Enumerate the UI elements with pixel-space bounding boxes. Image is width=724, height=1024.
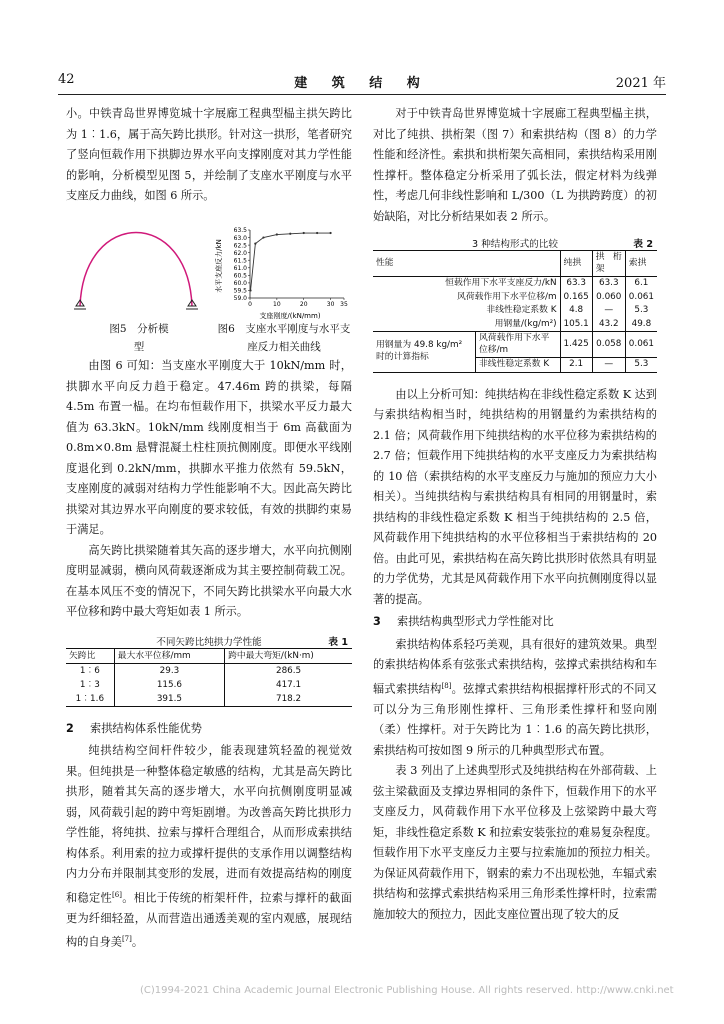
table-cell: 2.1 <box>560 358 592 373</box>
data-point <box>303 232 305 234</box>
table-cell: 0.058 <box>592 332 625 358</box>
arch-model-diagram <box>66 228 206 316</box>
table-cell: — <box>592 358 625 373</box>
right-paragraph-1: 对于中铁青岛世界博览城十字展廊工程典型榀主拱，对比了纯拱、拱桁架（图 7）和索拱结构（图 8）的力学性能和经济性。索拱和拱桁架矢高相同，索拱结构采用刚性撑杆。整体稳定分析采用了弧长法，假定材料为线弹性，考虑几何非线性影响和 L/300（L 为拱跨跨度）的初始缺陷，对比分析结果如表 2 所示。 <box>373 107 657 223</box>
section-2-heading <box>66 719 352 740</box>
data-point <box>276 233 278 235</box>
section-3-title: 索拱结构典型形式力学性能对比 <box>397 615 554 628</box>
table2-header: 性能 <box>373 251 560 277</box>
table1-header: 跨中最大弯矩/(kN·m) <box>228 650 314 661</box>
chart-x-label: 支座刚度/(kN/mm) <box>259 312 321 320</box>
watermark: (C)1994-2021 China Academic Journal Electronic Publishing House. All rights reserved. http://www.cnki.net <box>140 985 674 996</box>
x-tick-label: 20 <box>299 301 308 308</box>
citation-ref: [6] <box>112 890 122 899</box>
section-3-number: 3 <box>373 615 381 628</box>
y-tick-label: 62.0 <box>233 249 247 257</box>
table-cell: 29.3 <box>114 663 224 678</box>
left-paragraph-4 <box>66 741 352 953</box>
table-cell: 63.3 <box>560 277 592 291</box>
y-tick-label: 60.5 <box>233 272 247 280</box>
table2-title-row <box>373 235 657 250</box>
left-paragraph-2: 由图 6 可知：当支座水平刚度大于 10kN/mm 时，拱脚水平向反力趋于稳定。47.46m 跨的拱梁，每隔 4.5m 布置一榀。在均布恒载作用下，拱梁水平反力最大值为 63.3kN。10kN/mm 线刚度相当于 6m 高截面为 0.8m×0.8m 悬臂混凝土柱柱顶抗侧刚度。即便水平线刚度退化到 0.2kN/mm，拱脚水平推力依然有 59.5kN，支座刚度的减弱对结构力学性能影响不大。因此高矢跨比拱梁对其边界水平向刚度的要求较低，有效的拱脚约束易于满足。 <box>66 359 352 536</box>
table-row <box>373 332 657 358</box>
right-column <box>373 104 657 925</box>
table-cell: 1.425 <box>560 332 592 358</box>
table-cell: 0.060 <box>592 291 625 305</box>
table-cell: 1︰1.6 <box>66 692 114 707</box>
arch-curve <box>80 233 192 307</box>
table-cell: — <box>592 304 625 318</box>
table-cell: 43.2 <box>592 318 625 332</box>
citation-ref: [7] <box>121 935 132 944</box>
table-row <box>66 678 352 692</box>
section-2-title: 索拱结构体系性能优势 <box>90 721 202 735</box>
table2-header: 索拱 <box>628 257 647 268</box>
x-tick-label: 0 <box>248 301 252 308</box>
figure-6 <box>212 224 352 320</box>
table-cell: 6.1 <box>634 278 649 288</box>
y-tick-label: 63.5 <box>233 227 247 235</box>
table-cell: 5.3 <box>634 359 649 369</box>
table-cell: 105.1 <box>560 318 592 332</box>
table-cell: 49.8 <box>631 318 652 329</box>
table-row <box>373 291 657 305</box>
data-point <box>249 289 251 291</box>
table1-label: 表 1 <box>328 636 348 648</box>
right-paragraph-3 <box>373 635 657 762</box>
table-cell: 恒载作用下水平支座反力/kN <box>373 277 560 291</box>
table-cell: 1︰6 <box>66 663 114 678</box>
x-tick-label: 30 <box>326 301 335 308</box>
y-tick-label: 60.0 <box>233 280 247 288</box>
journal-year: 2021 年 <box>615 76 666 91</box>
table-cell: 0.165 <box>560 291 592 305</box>
table1-header: 最大水平位移/mm <box>114 648 224 663</box>
table1-title: 不同矢跨比纯拱力学性能 <box>156 636 262 648</box>
table-cell: 391.5 <box>114 692 224 707</box>
table-cell: 非线性稳定系数 K <box>476 358 561 373</box>
running-header <box>58 72 666 92</box>
fig5-caption: 图5 分析模型 <box>109 323 169 353</box>
table-cell: 5.3 <box>634 305 649 315</box>
table-cell: 1︰3 <box>66 678 114 692</box>
section-2-number: 2 <box>66 721 74 735</box>
table-cell: 风荷载作用下水平位移/m <box>373 291 560 305</box>
table-cell: 718.2 <box>275 693 302 704</box>
journal-name: 建 筑 结 构 <box>294 76 430 91</box>
series-line <box>251 233 331 290</box>
data-point <box>329 232 331 234</box>
paragraph-text: 纯拱结构空间杆件较少，能表现建筑轻盈的视觉效果。但纯拱是一种整体稳定敏感的结构，尤其是高矢跨比拱形，随着其矢高的逐步增大，水平向抗侧刚度明显减弱，风荷载引起的跨中弯矩剧增。为改善高矢跨比拱形力学性能，将纯拱、拉索与撑杆合理组合，从而形成索拱结构体系。利用索的拉力或撑杆提供的支承作用以调整结构内力分布并限制其变形的发展，进而有效提高结构的刚度和稳定性 <box>66 744 352 905</box>
x-tick-label: 35 <box>340 301 348 308</box>
y-tick-label: 62.5 <box>233 242 247 250</box>
table-row <box>373 304 657 318</box>
right-paragraph-4: 表 3 列出了上述典型形式及纯拱结构在外部荷载、上弦主梁截面及支撑边界相同的条件下，恒载作用下的水平支座反力，风荷载作用下水平位移及上弦梁跨中最大弯矩，非线性稳定系数 K 和拉索安装张拉的难易复杂程度。恒载作用下水平支座反力主要与拉索施加的预拉力相关。为保证风荷载作用下，钢索的索力不出现松弛，车辐式索拱结构和弦撑式索拱结构采用三角形柔性撑杆时，拉索需施加较大的预拉力，因此支座位置出现了较大的反 <box>373 764 657 921</box>
left-paragraph-3: 高矢跨比拱梁随着其矢高的逐步增大，水平向抗侧刚度明显减弱，横向风荷载逐渐成为其主要控制荷载工况。在基本风压不变的情况下，不同矢跨比拱梁水平向最大水平位移和跨中最大弯矩如表 1 所示。 <box>66 543 352 618</box>
y-tick-label: 59.5 <box>233 287 247 295</box>
chart-y-label: 水平支座反力/kN <box>215 239 223 293</box>
table1 <box>66 648 352 707</box>
stiffness-reaction-chart <box>212 224 352 320</box>
table-row <box>373 277 657 291</box>
table-cell: 风荷载作用下水平位移/m <box>476 332 561 358</box>
y-tick-label: 59.0 <box>233 295 247 303</box>
table2-header: 拱桁架 <box>592 251 625 277</box>
data-point <box>254 243 256 245</box>
table2 <box>373 250 657 373</box>
data-point <box>316 232 318 234</box>
paragraph-text: 索拱结构体系轻巧美观，具有很好的建筑效果。典型的索拱结构体系有弦张式索拱结构，弦撑式索拱结构和车辐式索拱结构 <box>373 637 657 696</box>
paragraph-text: 。弦撑式索拱结构根据撑杆形式的不同又可以分为三角形刚性撑杆、三角形柔性撑杆和竖向刚（柔）性撑杆。对于矢跨比为 1︰1.6 的高矢跨比拱形，索拱结构可按如图 9 所示的几种典型形式布置。 <box>373 682 657 757</box>
table-cell: 用钢量为 49.8 kg/m² 时的计算指标 <box>373 332 476 373</box>
x-tick-label: 10 <box>273 301 281 308</box>
paragraph-text: 。相比于传统的桁架杆件，拉索与撑杆的截面更为纤细轻盈，从而营造出通透美观的室内观感，展现结构的自身美 <box>66 891 352 949</box>
y-tick-label: 63.0 <box>233 234 247 242</box>
page-number: 42 <box>58 72 75 87</box>
table2-header: 纯拱 <box>560 251 592 277</box>
table-cell: 63.3 <box>592 277 625 291</box>
table-cell: 4.8 <box>560 304 592 318</box>
table-cell: 非线性稳定系数 K <box>373 304 560 318</box>
y-tick-label: 61.0 <box>233 264 247 272</box>
table-cell: 0.061 <box>628 291 654 302</box>
figure-5 <box>66 228 206 316</box>
paragraph-text: 。 <box>131 935 144 949</box>
fig6-caption: 图6 支座水平刚度与水平支座反力相关曲线 <box>217 323 351 353</box>
table-row <box>66 692 352 707</box>
table1-title-row <box>66 633 352 648</box>
data-point <box>262 236 264 238</box>
left-column-continued <box>66 356 352 953</box>
table2-label: 表 2 <box>633 239 653 250</box>
table2-title: 3 种结构形式的比较 <box>472 239 558 250</box>
table1-header: 矢跨比 <box>66 648 114 663</box>
table-cell: 115.6 <box>114 678 224 692</box>
table-cell: 0.061 <box>628 338 654 349</box>
header-rule <box>58 94 666 95</box>
y-tick-label: 61.5 <box>233 257 247 265</box>
table-cell: 286.5 <box>275 665 302 676</box>
data-point <box>289 233 291 235</box>
table-row <box>66 663 352 678</box>
left-column <box>66 104 352 207</box>
right-paragraph-2: 由以上分析可知：纯拱结构在非线性稳定系数 K 达到与索拱结构相当时，纯拱结构的用钢量约为索拱结构的 2.1 倍；风荷载作用下纯拱结构的水平位移为索拱结构的 2.7 倍；恒载作用下纯拱结构的水平支座反力为索拱结构的 10 倍（索拱结构的水平支座反力与施加的预应力大小相关）。当纯拱结构与索拱结构具有相同的用钢量时，索拱结构的非线性稳定系数 K 相当于纯拱结构的 2.5 倍，风荷载作用下纯拱结构的水平位移相当于索拱结构的 20 倍。由此可见，索拱结构在高矢跨比拱形时依然具有明显的力学优势，尤其是风荷载作用下水平向抗侧刚度得以显著的提高。 <box>373 387 657 606</box>
citation-ref: [8] <box>441 681 452 690</box>
table-cell: 用钢量/(kg/m²) <box>373 318 560 332</box>
section-3-heading <box>373 612 657 633</box>
left-paragraph-1: 小。中铁青岛世界博览城十字展廊工程典型榀主拱矢跨比为 1︰1.6，属于高矢跨比拱形。针对这一拱形，笔者研究了竖向恒载作用下拱脚边界水平向支撑刚度对其力学性能的影响，分析模型见图 5，并绘制了支座水平刚度与水平支座反力曲线，如图 6 所示。 <box>66 107 352 202</box>
table-cell: 417.1 <box>275 679 302 690</box>
table-row <box>373 318 657 332</box>
